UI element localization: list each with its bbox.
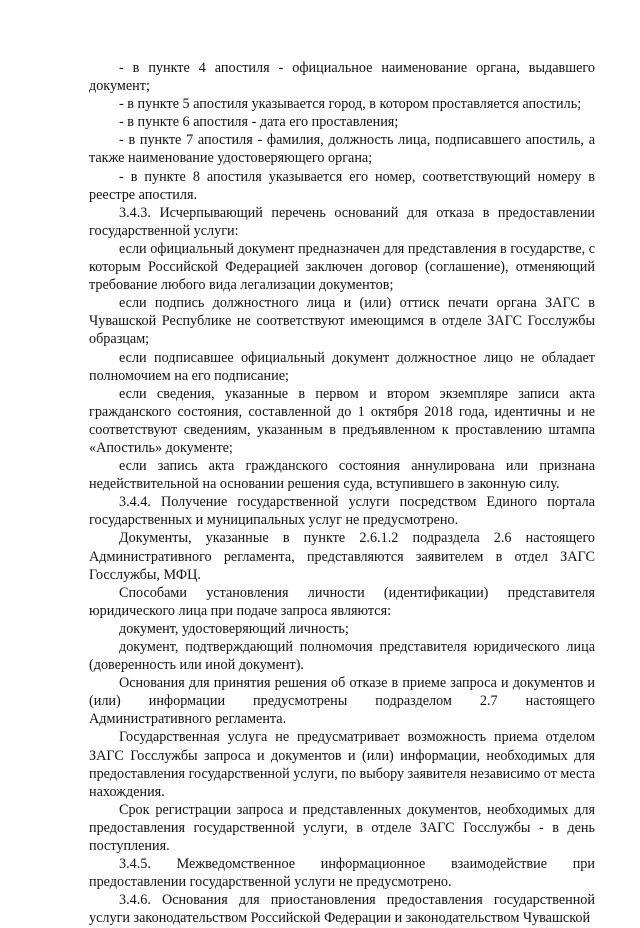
paragraph-apostille-item-8: - в пункте 8 апостиля указывается его номер, соответствующий номеру в реестре апостиля. xyxy=(89,168,595,203)
paragraph-section-3-4-3: 3.4.3. Исчерпывающий перечень оснований для отказа в предоставлении государственной услуги: xyxy=(89,204,595,239)
paragraph-apostille-item-4: - в пункте 4 апостиля - официальное наименование органа, выдавшего документ; xyxy=(89,60,595,95)
paragraph-extraterritorial-reception: Государственная услуга не предусматривает возможность приема отделом ЗАГС Госслужбы запроса и документов и (или) информации, необходимых для предоставления государственной услуги, по выбору заявителя независимо от места нахождения. xyxy=(89,729,596,800)
paragraph-documents-submission: Документы, указанные в пункте 2.6.1.2 подраздела 2.6 настоящего Административного регламента, представляются заявителем в отдел ЗАГС Госслужбы, МФЦ. xyxy=(89,530,595,583)
paragraph-refusal-ground-5: если запись акта гражданского состояния аннулирована или признана недействительной на основании решения суда, вступившего в законную силу. xyxy=(89,458,595,493)
paragraph-refusal-ground-4: если сведения, указанные в первом и втором экземпляре записи акта гражданского состояния, составленной до 1 октября 2018 года, идентичны и не соответствуют сведениям, указанным в предъявленном к проставлению штампа «Апостиль» документе; xyxy=(89,385,595,456)
document-body xyxy=(89,59,595,928)
paragraph-identification-methods: Способами установления личности (идентификации) представителя юридического лица при подаче запроса являются: xyxy=(89,584,595,619)
paragraph-refusal-ground-2: если подпись должностного лица и (или) оттиск печати органа ЗАГС в Чувашской Республике не соответствуют имеющимся в отделе ЗАГС Госслужбы образцам; xyxy=(89,295,595,348)
paragraph-apostille-item-5: - в пункте 5 апостиля указывается город, в котором проставляется апостиль; xyxy=(119,96,582,113)
paragraph-refusal-ground-1: если официальный документ предназначен для представления в государстве, с которым Российской Федерацией заключен договор (соглашение), отменяющий требование любого вида легализации документов; xyxy=(89,240,595,294)
paragraph-apostille-item-6: - в пункте 6 апостиля - дата его проставления; xyxy=(119,114,399,131)
paragraph-section-3-4-4: 3.4.4. Получение государственной услуги посредством Единого портала государственных и муниципальных услуг не предусмотрено. xyxy=(89,494,595,529)
paragraph-section-3-4-6: 3.4.6. Основания для приостановления предоставления государственной услуги законодательством Российской Федерации и законодательством Чувашской xyxy=(89,892,595,927)
paragraph-apostille-item-7: - в пункте 7 апостиля - фамилия, должность лица, подписавшего апостиль, а также наименование удостоверяющего органа; xyxy=(89,132,595,167)
paragraph-section-3-4-5: 3.4.5. Межведомственное информационное взаимодействие при предоставлении государственной услуги не предусмотрено. xyxy=(89,856,595,891)
paragraph-rejection-grounds: Основания для принятия решения об отказе в приеме запроса и документов и (или) информации предусмотрены подразделом 2.7 настоящего Административного регламента. xyxy=(89,675,595,728)
paragraph-identity-document: документ, удостоверяющий личность; xyxy=(119,620,349,637)
paragraph-authority-document: документ, подтверждающий полномочия представителя юридического лица (доверенность или иной документ). xyxy=(89,639,595,674)
paragraph-registration-term: Срок регистрации запроса и представленных документов, необходимых для предоставления государственной услуги, в отделе ЗАГС Госслужбы - в день поступления. xyxy=(89,801,595,855)
paragraph-refusal-ground-3: если подписавшее официальный документ должностное лицо не обладает полномочием на его подписание; xyxy=(89,349,595,384)
